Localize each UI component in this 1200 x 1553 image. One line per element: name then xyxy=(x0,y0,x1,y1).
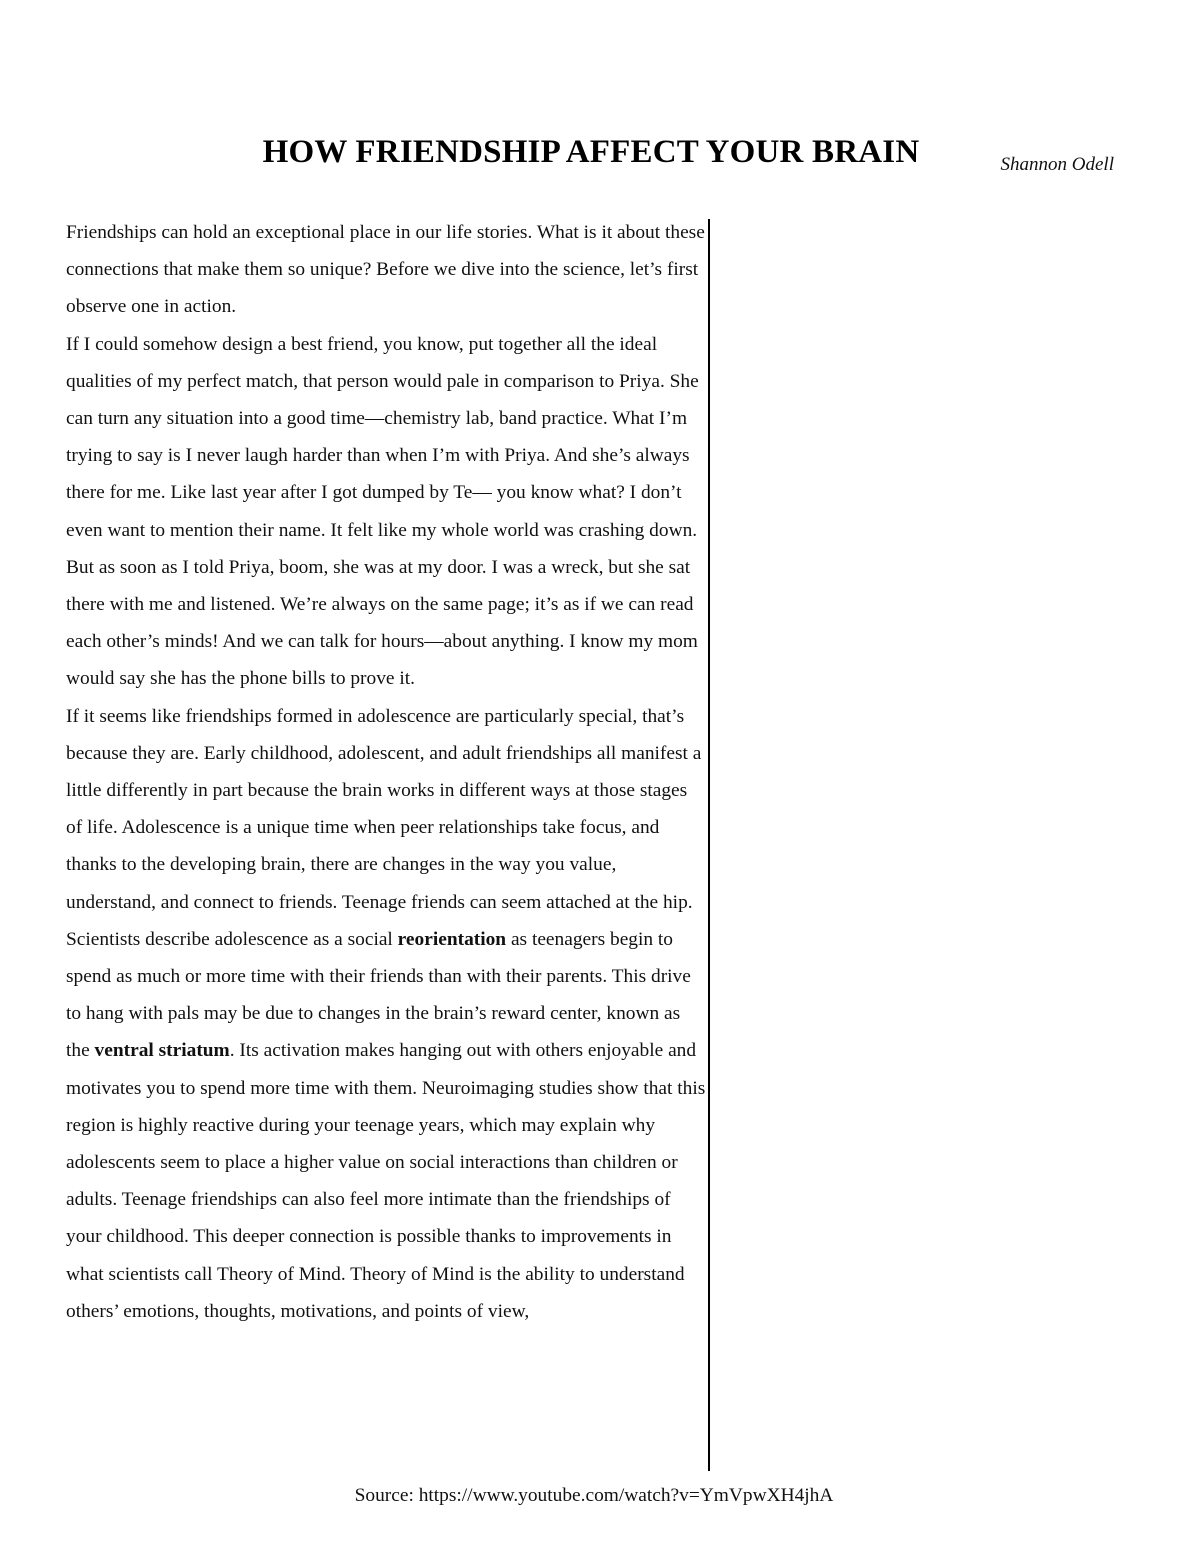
document-title: HOW FRIENDSHIP AFFECT YOUR BRAIN xyxy=(262,134,920,171)
paragraph-adolescence xyxy=(66,698,706,1330)
paragraph-text: as teenagers begin to spend as much or more time with their friends than with their parents. This drive to hang with pals may be due to changes in the brain’s reward center, known as the xyxy=(66,928,691,1062)
paragraph-intro: Friendships can hold an exceptional place in our life stories. What is it about these connections that make them so unique? Before we dive into the science, let’s first observe one in action. xyxy=(66,222,705,318)
paragraph-text: If it seems like friendships formed in adolescence are particularly special, that’s because they are. Early childhood, adolescent, and adult friendships all manifest a little differently in part because the brain works in different ways at those stages of life. Adolescence is a unique time when peer relationships take focus, and thanks to the developing brain, there are changes in the way you value, understand, and connect to friends. Teenage friends can seem attached at the hip. Scientists describe adolescence as a social xyxy=(66,705,702,950)
paragraph-text: . Its activation makes hanging out with others enjoyable and motivates you to spend more time with them. Neuroimaging studies show that this region is highly reactive during your teenage years, which may explain why adolescents seem to place a higher value on social interactions than children or adults. Teenage friendships can also feel more intimate than the friendships of your childhood. This deeper connection is possible thanks to improvements in what scientists call Theory of Mind. Theory of Mind is the ability to understand others’ emotions, thoughts, motivations, and points of view, xyxy=(66,1040,706,1322)
author-name: Shannon Odell xyxy=(1000,154,1114,175)
keyword-reorientation: reorientation xyxy=(397,928,507,950)
source-citation: Source: https://www.youtube.com/watch?v=YmVpwXH4jhA xyxy=(354,1485,834,1506)
paragraph-priya-story: If I could somehow design a best friend, you know, put together all the ideal qualities of my perfect match, that person would pale in comparison to Priya. She can turn any situation into a good time—chemistry lab, band practice. What I’m trying to say is I never laugh harder than when I’m with Priya. And she’s always there for me. Like last year after I got dumped by Te— you know what? I don’t even want to mention their name. It felt like my whole world was crashing down. But as soon as I told Priya, boom, she was at my door. I was a wreck, but she sat there with me and listened. We’re always on the same page; it’s as if we can read each other’s minds! And we can talk for hours—about anything. I know my mom would say she has the phone bills to prove it. xyxy=(66,333,699,690)
article-body xyxy=(66,214,706,1330)
keyword-ventral-striatum: ventral striatum xyxy=(94,1040,230,1062)
column-divider xyxy=(708,219,710,1471)
